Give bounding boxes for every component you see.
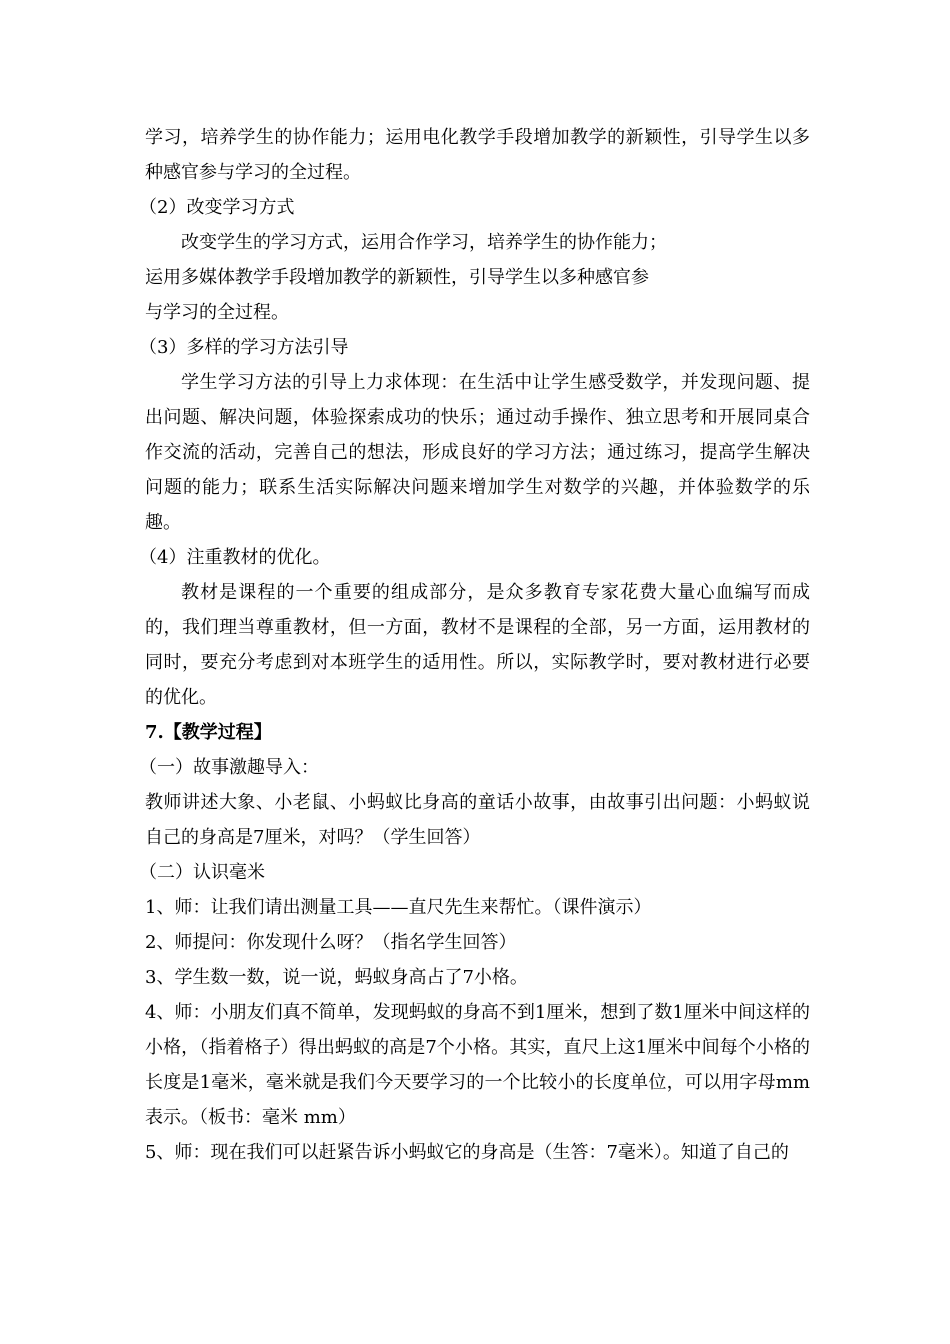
section-7-heading: 7.【教学过程】 [145,722,272,743]
section-2-line-3: 与学习的全过程。 [145,302,289,323]
part-2-title: （二）认识毫米 [139,862,265,883]
section-3-paragraph: 学生学习方法的引导上力求体现：在生活中让学生感受数学，并发现问题、提出问题、解决问题，体验探索成功的快乐；通过动手操作、独立思考和开展同桌合作交流的活动，完善自己的想法，形成良好的学习方法；通过练习，提高学生解决问题的能力；联系生活实际解决问题来增加学生对数学的兴趣，并体验数学的乐趣。 [145,372,810,533]
list-item-2: 2、师提问：你发现什么呀？（指名学生回答） [145,932,517,953]
intro-paragraph: 学习，培养学生的协作能力；运用电化教学手段增加教学的新颖性，引导学生以多种感官参与学习的全过程。 [145,127,810,183]
list-item-5: 5、师：现在我们可以赶紧告诉小蚂蚁它的身高是（生答：7毫米）。知道了自己的 [145,1142,789,1163]
list-item-3: 3、学生数一数，说一说，蚂蚁身高占了7小格。 [145,967,528,988]
section-2-line-2: 运用多媒体教学手段增加教学的新颖性，引导学生以多种感官参 [145,267,649,288]
document-body [139,120,810,1170]
section-4-paragraph: 教材是课程的一个重要的组成部分，是众多教育专家花费大量心血编写而成的，我们理当尊重教材，但一方面，教材不是课程的全部，另一方面，运用教材的同时，要充分考虑到对本班学生的适用性。所以，实际教学时，要对教材进行必要的优化。 [145,582,810,708]
part-1-paragraph: 教师讲述大象、小老鼠、小蚂蚁比身高的童话小故事，由故事引出问题：小蚂蚁说自己的身高是7厘米，对吗？（学生回答） [145,792,810,848]
part-1-title: （一）故事激趣导入： [139,757,319,778]
section-4-title: （4）注重教材的优化。 [139,547,331,568]
list-item-4: 4、师：小朋友们真不简单，发现蚂蚁的身高不到1厘米，想到了数1厘米中间这样的小格，（指着格子）得出蚂蚁的高是7个小格。其实，直尺上这1厘米中间每个小格的长度是1毫米，毫米就是我们今天要学习的一个比较小的长度单位，可以用字母mm表示。（板书：毫米 mm） [145,1002,810,1128]
section-3-title: （3）多样的学习方法引导 [139,337,349,358]
section-2-line-1: 改变学生的学习方式，运用合作学习，培养学生的协作能力； [181,232,667,253]
section-2-title: （2）改变学习方式 [139,197,295,218]
list-item-1: 1、师：让我们请出测量工具——直尺先生来帮忙。（课件演示） [145,897,652,918]
